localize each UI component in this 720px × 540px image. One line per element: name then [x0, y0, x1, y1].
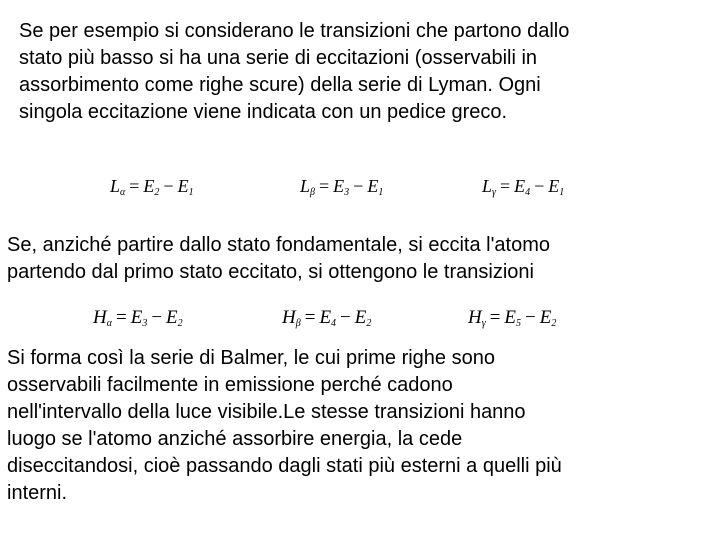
- eq-subscript: 4: [525, 187, 531, 198]
- eq-subscript: 1: [559, 187, 565, 198]
- text-line: nell'intervallo della luce visibile.Le stesse transizioni hanno: [7, 401, 526, 423]
- eq-subscript: 5: [516, 318, 522, 329]
- eq-symbol: L: [110, 176, 121, 196]
- paragraph-balmer-intro: [7, 232, 550, 286]
- eq-subscript: 2: [366, 318, 372, 329]
- balmer-equation-alpha: [93, 307, 183, 329]
- eq-symbol: H: [282, 307, 296, 328]
- text-line: Se, anziché partire dallo stato fondamentale, si eccita l'atomo: [7, 234, 551, 256]
- eq-operator: =: [319, 176, 330, 196]
- eq-operator: =: [115, 307, 127, 328]
- text-line: diseccitandosi, cioè passando dagli stati più esterni a quelli più: [7, 455, 562, 477]
- eq-subscript: α: [106, 318, 112, 329]
- text-line: singola eccitazione viene indicata con un pedice greco.: [19, 101, 508, 123]
- eq-symbol: E: [354, 307, 367, 328]
- eq-subscript: β: [295, 318, 301, 329]
- eq-symbol: L: [300, 176, 311, 196]
- eq-subscript: 3: [142, 318, 148, 329]
- eq-symbol: E: [177, 176, 189, 196]
- eq-operator: −: [353, 176, 364, 196]
- eq-subscript: γ: [492, 187, 496, 198]
- balmer-equation-beta: [282, 307, 371, 329]
- eq-symbol: E: [319, 307, 332, 328]
- paragraph-balmer-description: [7, 345, 562, 507]
- eq-subscript: 2: [177, 318, 183, 329]
- eq-subscript: α: [120, 187, 126, 198]
- eq-subscript: 2: [551, 318, 557, 329]
- paragraph-lyman-intro: [19, 18, 569, 126]
- eq-symbol: E: [539, 307, 552, 328]
- eq-subscript: 3: [344, 187, 350, 198]
- text-line: Se per esempio si considerano le transizioni che partono dallo: [19, 20, 570, 42]
- eq-symbol: H: [93, 307, 107, 328]
- eq-symbol: H: [468, 307, 482, 328]
- lyman-equation-beta: [300, 176, 383, 198]
- text-line: assorbimento come righe scure) della serie di Lyman. Ogni: [19, 74, 541, 96]
- text-line: luogo se l'atomo anziché assorbire energia, la cede: [7, 428, 463, 450]
- eq-operator: =: [499, 176, 511, 196]
- eq-symbol: E: [130, 307, 143, 328]
- eq-operator: −: [340, 307, 351, 328]
- text-line: stato più basso si ha una serie di eccitazioni (osservabili in: [19, 47, 538, 69]
- text-line: interni.: [7, 482, 68, 504]
- eq-symbol: E: [367, 176, 379, 196]
- eq-operator: =: [129, 176, 140, 196]
- eq-symbol: E: [333, 176, 345, 196]
- eq-symbol: L: [482, 176, 493, 196]
- eq-subscript: γ: [481, 318, 486, 329]
- eq-subscript: 1: [378, 187, 384, 198]
- text-line: Si forma così la serie di Balmer, le cui prime righe sono: [7, 347, 495, 369]
- eq-symbol: E: [166, 307, 178, 328]
- eq-symbol: E: [514, 176, 526, 196]
- eq-subscript: 4: [331, 318, 337, 329]
- eq-operator: −: [534, 176, 545, 196]
- eq-subscript: β: [310, 187, 315, 198]
- eq-operator: =: [304, 307, 316, 328]
- balmer-equation-gamma: [468, 307, 556, 329]
- eq-operator: −: [151, 307, 163, 328]
- text-line: partendo dal primo stato eccitato, si ottengono le transizioni: [7, 261, 534, 283]
- lyman-equation-alpha: [110, 176, 194, 198]
- lyman-equation-gamma: [482, 176, 564, 198]
- eq-symbol: E: [548, 176, 560, 196]
- eq-symbol: E: [143, 176, 155, 196]
- eq-operator: =: [489, 307, 501, 328]
- eq-subscript: 2: [154, 187, 160, 198]
- eq-operator: −: [163, 176, 174, 196]
- text-line: osservabili facilmente in emissione perché cadono: [7, 374, 453, 396]
- eq-subscript: 1: [188, 187, 194, 198]
- eq-operator: −: [525, 307, 536, 328]
- eq-symbol: E: [504, 307, 517, 328]
